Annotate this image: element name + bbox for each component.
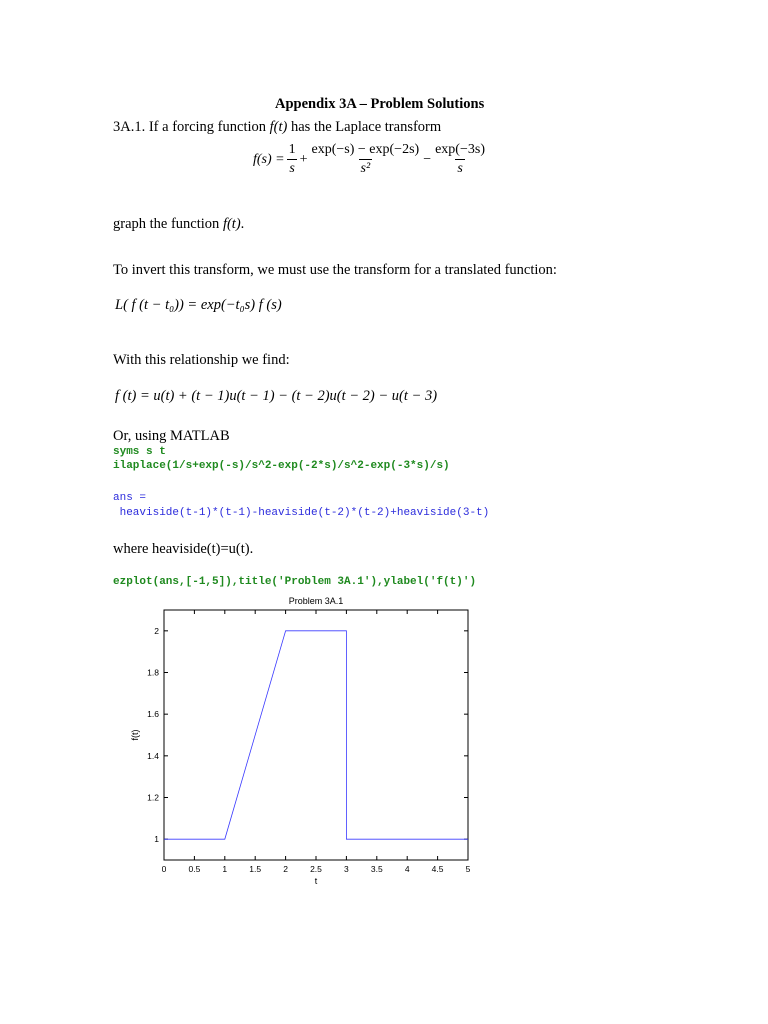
y-tick-label: 1 [154,834,159,845]
x-tick-label: 0.5 [188,864,201,874]
eq-term2-num: exp(−s) − exp(−2s) [311,142,420,157]
page-title: Appendix 3A – Problem Solutions [275,96,485,112]
eq-term2 [310,142,422,177]
problem-intro [113,119,441,136]
x-tick-label: 3 [344,864,349,874]
code-line-ezplot: ezplot(ans,[-1,5]),title('Problem 3A.1'),ylabel('f(t)') [113,576,477,588]
problem-intro-suffix: has the Laplace transform [287,119,442,135]
chart-title: Problem 3A.1 [288,596,344,606]
x-tick-label: 5 [465,864,471,874]
eq-term3-num: exp(−3s) [435,142,485,157]
eq-term1-den: s [289,161,295,176]
eq-lhs: f(s) = [253,151,285,167]
code-line-syms: syms s t [113,446,166,458]
eq-term3 [433,142,487,177]
y-tick-label: 1.6 [147,709,159,720]
problem-intro-prefix: 3A.1. If a forcing function [113,119,270,135]
code-ans-value: heaviside(t-1)*(t-1)-heaviside(t-2)*(t-2)+heaviside(3-t) [113,507,490,519]
eq-term3-den: s [457,161,463,176]
x-tick-label: 1 [222,864,228,874]
laplace-equation [253,142,489,177]
graph-instruction [113,216,244,233]
x-tick-label: 2 [283,864,288,874]
eq-plus: + [299,151,308,167]
problem-intro-fn: f(t) [269,119,288,135]
translation-equation: L( f (t − t₀)) = exp(−t₀s) f (s) [115,297,282,313]
y-axis-label: f(t) [130,729,140,741]
x-tick-label: 3.5 [370,864,383,874]
result-equation: f (t) = u(t) + (t − 1)u(t − 1) − (t − 2)u(t − 2) − u(t − 3) [115,388,438,404]
eq-minus: − [423,151,432,167]
graph-fn: f(t) [222,216,241,232]
x-tick-label: 0 [161,864,167,874]
y-tick-label: 2 [154,625,159,636]
relation-text: With this relationship we find: [113,352,290,368]
graph-suffix: . [240,216,245,232]
problem-chart [120,592,500,892]
heaviside-note: where heaviside(t)=u(t). [113,541,254,557]
y-tick-label: 1.2 [147,792,159,803]
x-tick-label: 2.5 [310,864,322,874]
eq-term1-num: 1 [288,142,296,157]
series-line [164,631,468,839]
invert-text: To invert this transform, we must use the transform for a translated function: [113,262,557,278]
x-axis-label: t [314,876,318,886]
x-tick-label: 1.5 [249,864,262,874]
y-tick-label: 1.4 [147,750,159,761]
eq-term1 [287,142,298,177]
matlab-intro: Or, using MATLAB [113,428,230,444]
eq-term2-den: s² [360,161,371,176]
code-ans-label: ans = [113,492,147,504]
x-tick-label: 4.5 [431,864,444,874]
y-tick-label: 1.8 [147,667,159,678]
plot-axes-box [164,610,468,860]
graph-prefix: graph the function [113,216,223,232]
code-line-ilaplace: ilaplace(1/s+exp(-s)/s^2-exp(-2*s)/s^2-exp(-3*s)/s) [113,460,450,472]
x-tick-label: 4 [404,864,410,874]
